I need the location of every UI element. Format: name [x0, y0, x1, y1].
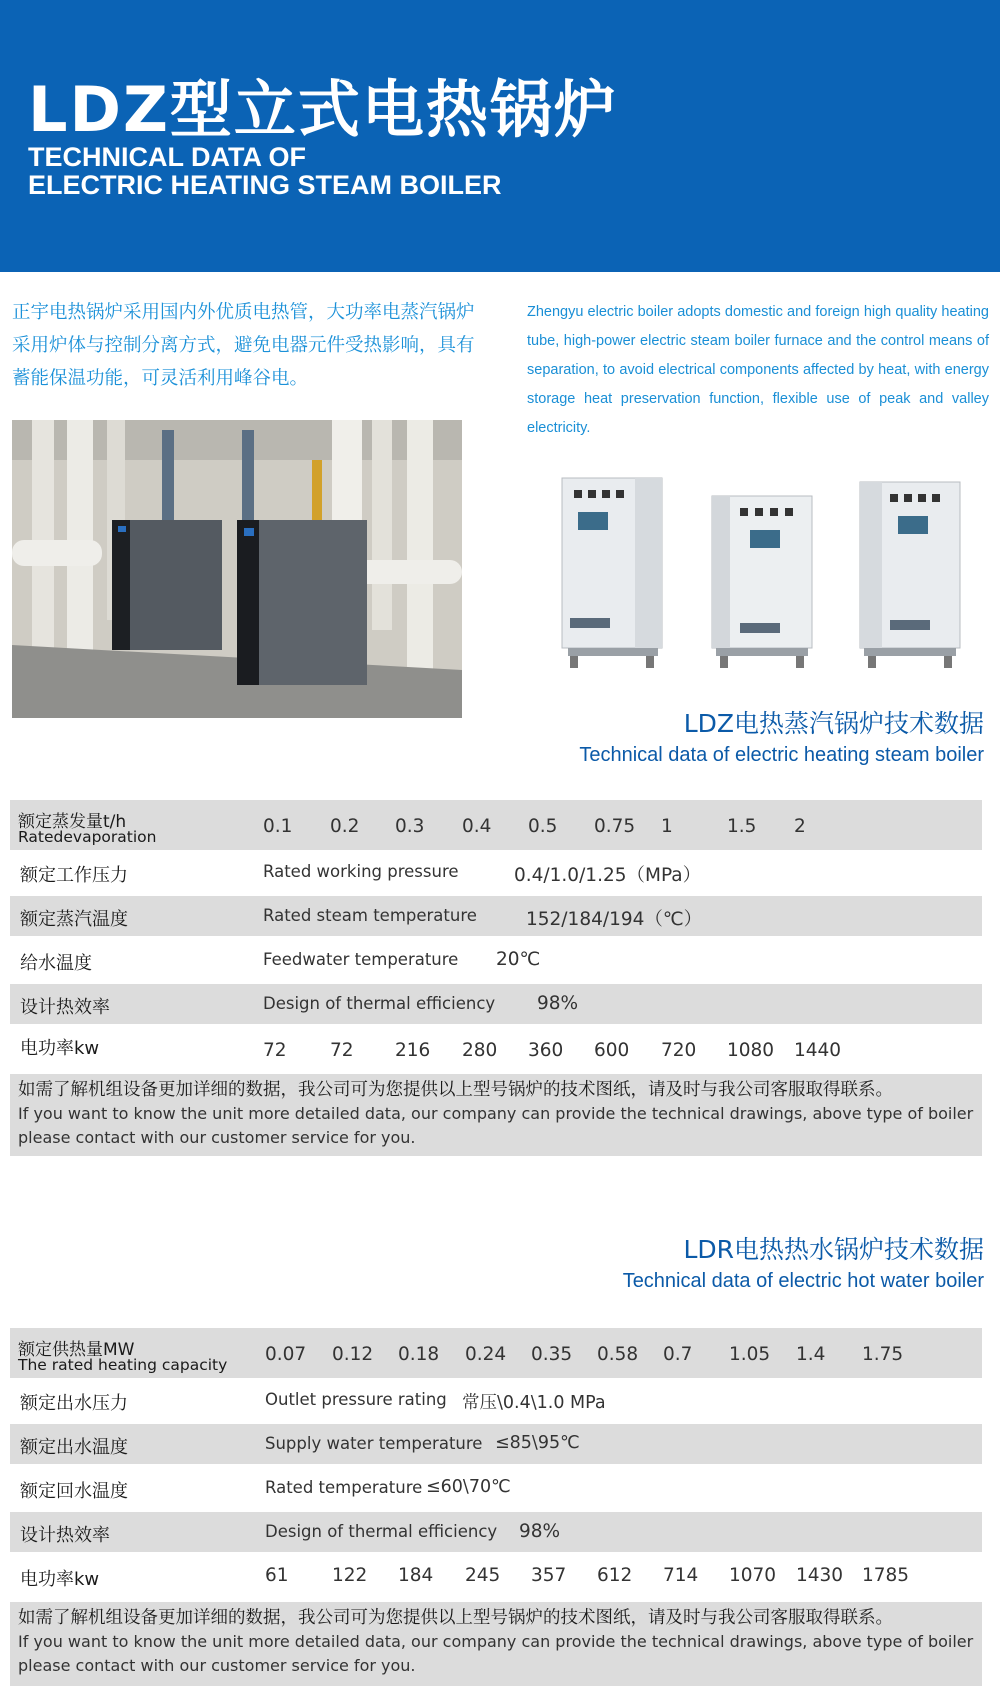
outlet-pressure-label-en: Outlet pressure rating — [265, 1390, 447, 1409]
efficiency-value: 98% — [537, 993, 579, 1014]
evaporation-label-cn: 额定蒸发量t/h — [18, 812, 127, 832]
table-row-power — [10, 1556, 982, 1596]
page-subtitle-line1: TECHNICAL DATA OF — [28, 142, 306, 172]
evaporation-value: 0.75 — [594, 816, 636, 837]
capacity-value: 0.7 — [663, 1344, 693, 1365]
power-value: 720 — [661, 1040, 697, 1061]
table-row-efficiency — [10, 1512, 982, 1552]
capacity-value: 0.24 — [465, 1344, 507, 1365]
steam-section-title-cn: LDZ电热蒸汽锅炉技术数据 — [683, 709, 984, 738]
table-row-pressure — [10, 852, 982, 892]
capacity-value: 0.58 — [597, 1344, 639, 1365]
table-row-outlet-temp — [10, 1424, 982, 1464]
steam-section-title-en: Technical data of electric heating steam boiler — [579, 744, 984, 766]
power-value: 1070 — [729, 1565, 777, 1586]
electric-boiler-cabinets-image — [560, 468, 980, 673]
evaporation-label-en: Ratedevaporation — [18, 828, 157, 846]
power-value: 357 — [531, 1565, 567, 1586]
capacity-value: 1.05 — [729, 1344, 771, 1365]
power-value: 612 — [597, 1565, 633, 1586]
page-subtitle-line2: ELECTRIC HEATING STEAM BOILER — [28, 170, 502, 200]
page-title: LDZ型立式电热锅炉 — [28, 73, 618, 146]
power-label-cn: 电功率kw — [20, 1569, 100, 1590]
evaporation-value: 0.2 — [330, 816, 360, 837]
power-value: 72 — [330, 1040, 354, 1061]
intro-text-cn: 正宇电热锅炉采用国内外优质电热管，大功率电蒸汽锅炉采用炉体与控制分离方式，避免电器元件受热影响，具有蓄能保温功能，可灵活利用峰谷电。 — [12, 302, 475, 389]
efficiency-label-cn: 设计热效率 — [20, 997, 110, 1018]
feedwater-label-cn: 给水温度 — [20, 953, 92, 974]
capacity-value: 1.4 — [796, 1344, 826, 1365]
power-value: 1430 — [796, 1565, 844, 1586]
power-value: 360 — [528, 1040, 564, 1061]
header-banner — [0, 0, 1000, 272]
note-text-cn: 如需了解机组设备更加详细的数据，我公司可为您提供以上型号锅炉的技术图纸，请及时与我公司客服取得联系。 — [18, 1608, 893, 1628]
efficiency-label-en: Design of thermal efficiency — [265, 1522, 498, 1541]
capacity-label-cn: 额定供热量MW — [18, 1340, 135, 1360]
table-row-efficiency — [10, 984, 982, 1024]
power-value: 61 — [265, 1565, 289, 1586]
return-temp-value: ≤60\70℃ — [426, 1477, 511, 1497]
pressure-label-cn: 额定工作压力 — [20, 865, 128, 886]
outlet-pressure-value: 常压\0.4\1.0 MPa — [462, 1393, 606, 1413]
steam-temp-value: 152/184/194（℃） — [526, 909, 703, 930]
capacity-value: 0.12 — [332, 1344, 374, 1365]
hotwater-section-title-cn: LDR电热热水锅炉技术数据 — [683, 1235, 984, 1264]
power-value: 1080 — [727, 1040, 775, 1061]
power-value: 72 — [263, 1040, 287, 1061]
power-value: 184 — [398, 1565, 434, 1586]
evaporation-value: 0.1 — [263, 816, 293, 837]
return-temp-label-en: Rated temperature — [265, 1478, 423, 1497]
table-row-power — [10, 1028, 982, 1068]
power-value: 1785 — [862, 1565, 910, 1586]
power-value: 216 — [395, 1040, 431, 1061]
efficiency-label-cn: 设计热效率 — [20, 1525, 110, 1546]
note-text-en: If you want to know the unit more detailed data, our company can provide the technical drawings, above type of boiler please contact with our customer service for you. — [18, 1104, 974, 1147]
pressure-label-en: Rated working pressure — [263, 862, 459, 881]
evaporation-value: 1.5 — [727, 816, 757, 837]
feedwater-label-en: Feedwater temperature — [263, 950, 459, 969]
outlet-temp-value: ≤85\95℃ — [495, 1433, 580, 1453]
capacity-value: 1.75 — [862, 1344, 904, 1365]
hotwater-contact-note — [10, 1602, 982, 1686]
table-row-evaporation — [10, 800, 982, 850]
evaporation-value: 2 — [794, 816, 806, 837]
table-row-outlet-pressure — [10, 1380, 982, 1420]
note-text-en: If you want to know the unit more detailed data, our company can provide the technical drawings, above type of boiler please contact with our customer service for you. — [18, 1632, 974, 1675]
evaporation-value: 0.5 — [528, 816, 558, 837]
efficiency-label-en: Design of thermal efficiency — [263, 994, 496, 1013]
capacity-value: 0.35 — [531, 1344, 573, 1365]
capacity-value: 0.07 — [265, 1344, 307, 1365]
table-row-steam-temp — [10, 896, 982, 936]
power-value: 600 — [594, 1040, 630, 1061]
power-value: 714 — [663, 1565, 699, 1586]
hotwater-section-title-en: Technical data of electric hot water boiler — [622, 1270, 984, 1292]
evaporation-value: 0.3 — [395, 816, 425, 837]
intro-text-en: Zhengyu electric boiler adopts domestic and foreign high quality heating tube, high-power electric steam boiler furnace and the control means of separation, to avoid electrical components affected by heat, with energy storage heat preservation function, flexible use of peak and valley electricity. — [527, 304, 989, 436]
pressure-value: 0.4/1.0/1.25（MPa） — [514, 865, 702, 886]
outlet-temp-label-en: Supply water temperature — [265, 1434, 483, 1453]
outlet-pressure-label-cn: 额定出水压力 — [20, 1393, 128, 1414]
power-label-cn: 电功率kw — [20, 1038, 100, 1059]
table-row-return-temp — [10, 1468, 982, 1508]
feedwater-value: 20℃ — [496, 949, 541, 970]
table-row-capacity — [10, 1328, 982, 1378]
steam-temp-label-en: Rated steam temperature — [263, 906, 477, 925]
power-value: 1440 — [794, 1040, 842, 1061]
capacity-value: 0.18 — [398, 1344, 440, 1365]
note-text-cn: 如需了解机组设备更加详细的数据，我公司可为您提供以上型号锅炉的技术图纸，请及时与我公司客服取得联系。 — [18, 1080, 893, 1100]
power-value: 280 — [462, 1040, 498, 1061]
evaporation-value: 1 — [661, 816, 673, 837]
table-row-feedwater — [10, 940, 982, 980]
capacity-label-en: The rated heating capacity — [18, 1356, 228, 1374]
power-value: 245 — [465, 1565, 501, 1586]
boiler-room-photo — [12, 420, 462, 718]
outlet-temp-label-cn: 额定出水温度 — [20, 1437, 128, 1458]
efficiency-value: 98% — [519, 1521, 561, 1542]
evaporation-value: 0.4 — [462, 816, 492, 837]
return-temp-label-cn: 额定回水温度 — [20, 1481, 128, 1502]
steam-temp-label-cn: 额定蒸汽温度 — [20, 909, 128, 930]
power-value: 122 — [332, 1565, 368, 1586]
steam-contact-note — [10, 1074, 982, 1156]
